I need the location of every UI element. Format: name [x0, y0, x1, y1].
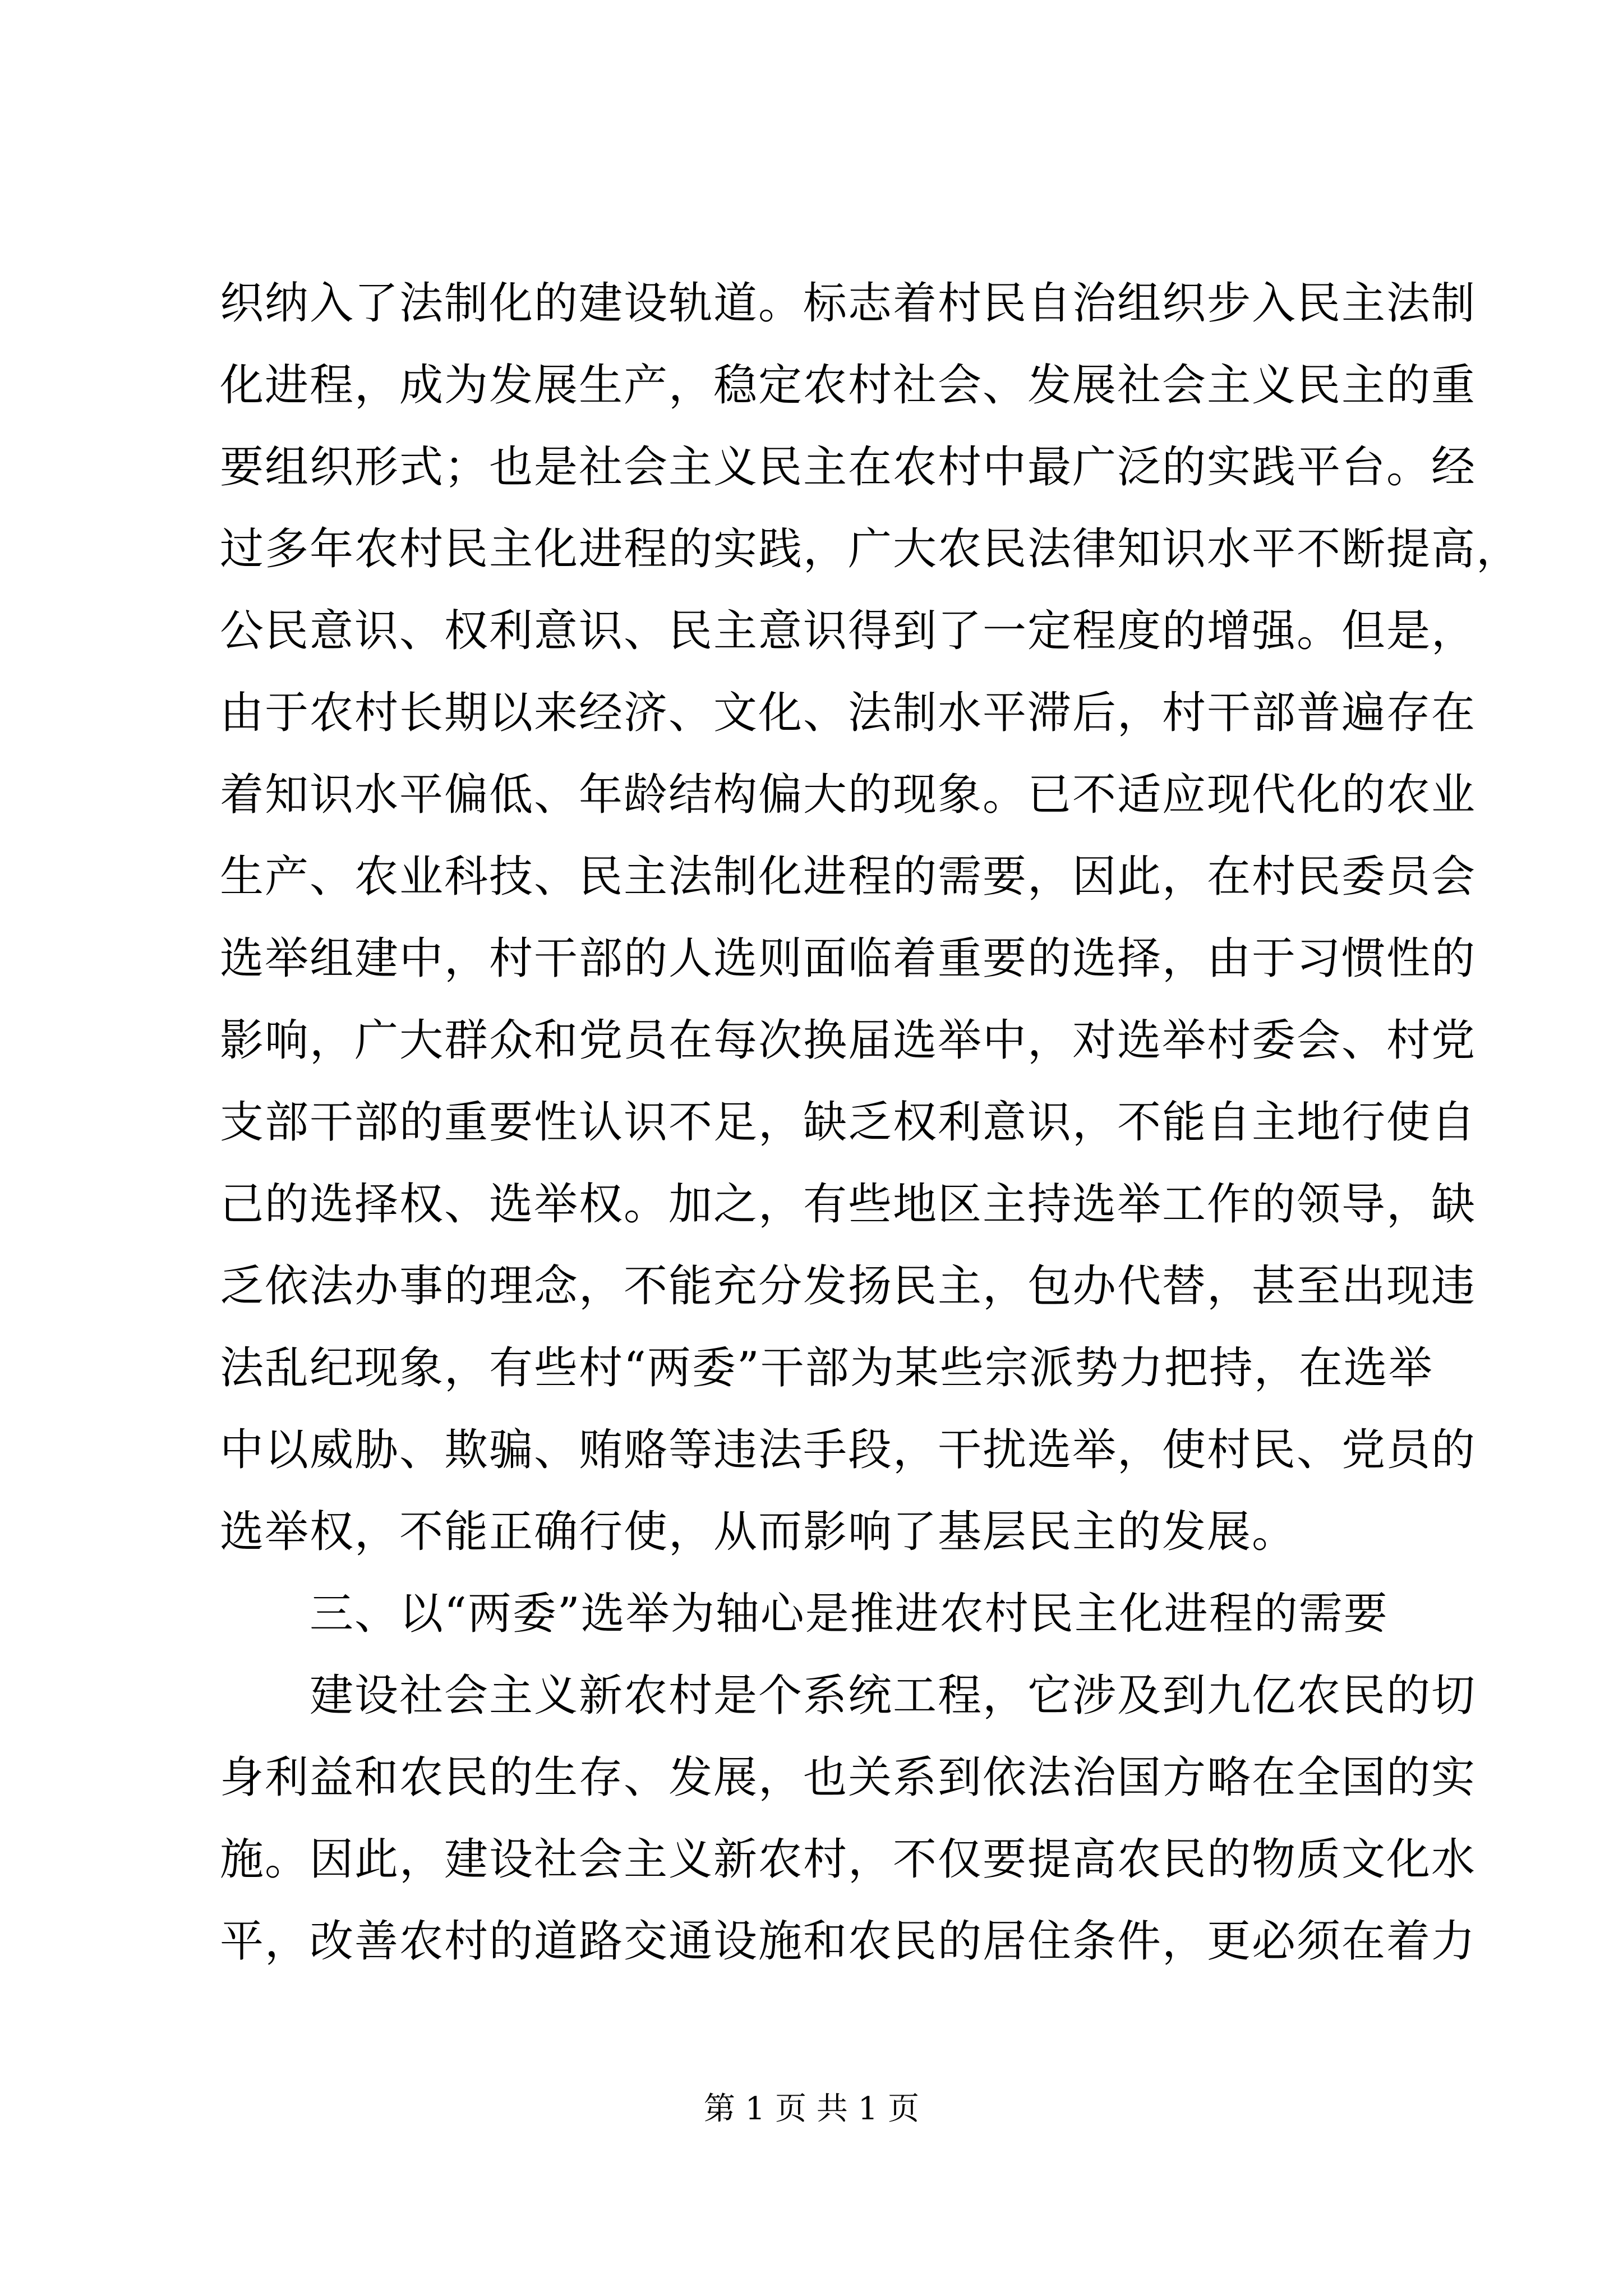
- text-line: 支部干部的重要性认识不足，缺乏权利意识，不能自主地行使自: [220, 1097, 1477, 1148]
- text-line: 化进程，成为发展生产，稳定农村社会、发展社会主义民主的重: [220, 360, 1477, 411]
- text-line: 身利益和农民的生存、发展，也关系到依法治国方略在全国的实: [220, 1752, 1477, 1803]
- page-footer: [0, 2087, 1623, 2132]
- page-number: 第 1 页 共 1 页: [703, 2091, 920, 2127]
- text-line: 过多年农村民主化进程的实践，广大农民法律知识水平不断提高，: [220, 524, 1521, 574]
- body-text: [220, 263, 1521, 1982]
- text-line: 公民意识、权利意识、民主意识得到了一定程度的增强。但是，: [220, 606, 1477, 656]
- text-line: 己的选择权、选举权。加之，有些地区主持选举工作的领导，缺: [220, 1179, 1477, 1230]
- text-line: 法乱纪现象，有些村“两委”干部为某些宗派势力把持，在选举: [220, 1343, 1433, 1393]
- text-line: 生产、农业科技、民主法制化进程的需要，因此，在村民委员会: [220, 852, 1477, 902]
- text-line: 由于农村长期以来经济、文化、法制水平滞后，村干部普遍存在: [220, 688, 1477, 738]
- section-heading: 三、以“两委”选举为轴心是推进农村民主化进程的需要: [310, 1589, 1389, 1639]
- text-line: 施。因此，建设社会主义新农村，不仅要提高农民的物质文化水: [220, 1834, 1477, 1885]
- text-line: 影响，广大群众和党员在每次换届选举中，对选举村委会、村党: [220, 1015, 1477, 1066]
- text-line: 乏依法办事的理念，不能充分发扬民主，包办代替，甚至出现违: [220, 1261, 1477, 1312]
- text-line: 中以威胁、欺骗、贿赂等违法手段，干扰选举，使村民、党员的: [220, 1425, 1477, 1475]
- text-line: 着知识水平偏低、年龄结构偏大的现象。已不适应现代化的农业: [220, 770, 1477, 820]
- text-line: 选举组建中，村干部的人选则面临着重要的选择，由于习惯性的: [220, 933, 1477, 984]
- text-line: 要组织形式；也是社会主义民主在农村中最广泛的实践平台。经: [220, 442, 1477, 493]
- text-line: 选举权，不能正确行使，从而影响了基层民主的发展。: [220, 1507, 1297, 1557]
- text-line: 织纳入了法制化的建设轨道。标志着村民自治组织步入民主法制: [220, 278, 1477, 329]
- text-line: 平，改善农村的道路交通设施和农民的居住条件，更必须在着力: [220, 1916, 1477, 1967]
- text-line: 建设社会主义新农村是个系统工程，它涉及到九亿农民的切: [310, 1671, 1477, 1721]
